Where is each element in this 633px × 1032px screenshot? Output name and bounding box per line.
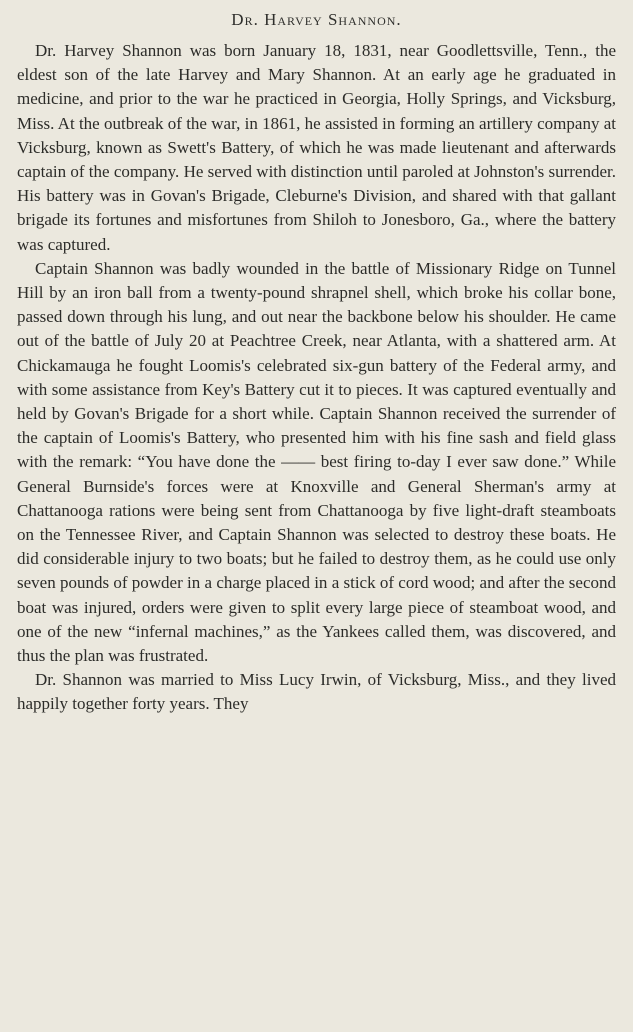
- paragraph-war-service: Captain Shannon was badly wounded in the battle of Missionary Ridge on Tunnel Hill by an iron ball from a twenty-pound shrapnel shell, which broke his collar bone, passed down through his lung, and out near the backbone below his shoulder. He came out of the battle of July 20 at Peachtree Creek, near Atlanta, with a shattered arm. At Chickamauga he fought Loomis's celebrated six-gun battery of the Federal army, and with some assistance from Key's Battery cut it to pieces. It was captured eventually and held by Govan's Brigade for a short while. Captain Shannon received the surrender of the captain of Loomis's Battery, who presented him with his fine sash and field glass with the remark: “You have done the —— best firing to-day I ever saw done.” While General Burnside's forces were at Knoxville and General Sherman's army at Chattanooga rations were being sent from Chattanooga by five light-draft steamboats on the Tennessee River, and Captain Shannon was selected to destroy these boats. He did considerable injury to two boats; but he failed to destroy them, as he could use only seven pounds of powder in a charge placed in a stick of cord wood; and after the second boat was injured, orders were given to split every large piece of steamboat wood, and one of the new “infernal machines,” as the Yankees called them, was discovered, and thus the plan was frustrated.: [17, 258, 616, 666]
- article-heading: Dr. Harvey Shannon.: [231, 10, 402, 29]
- paragraph-early-life: Dr. Harvey Shannon was born January 18, 1831, near Goodlettsville, Tenn., the eldest son of the late Harvey and Mary Shannon. At an early age he graduated in medicine, and prior to the war he practiced in Georgia, Holly Springs, and Vicksburg, Miss. At the outbreak of the war, in 1861, he assisted in forming an artillery company at Vicksburg, known as Swett's Battery, of which he was made lieutenant and afterwards captain of the company. He served with distinction until paroled at Johnston's surrender. His battery was in Govan's Brigade, Cleburne's Division, and shared with that gallant brigade its fortunes and misfortunes from Shiloh to Jonesboro, Ga., where the battery was captured.: [17, 41, 616, 254]
- paragraph-marriage: Dr. Shannon was married to Miss Lucy Irwin, of Vicksburg, Miss., and they lived happily together forty years. They: [17, 670, 616, 714]
